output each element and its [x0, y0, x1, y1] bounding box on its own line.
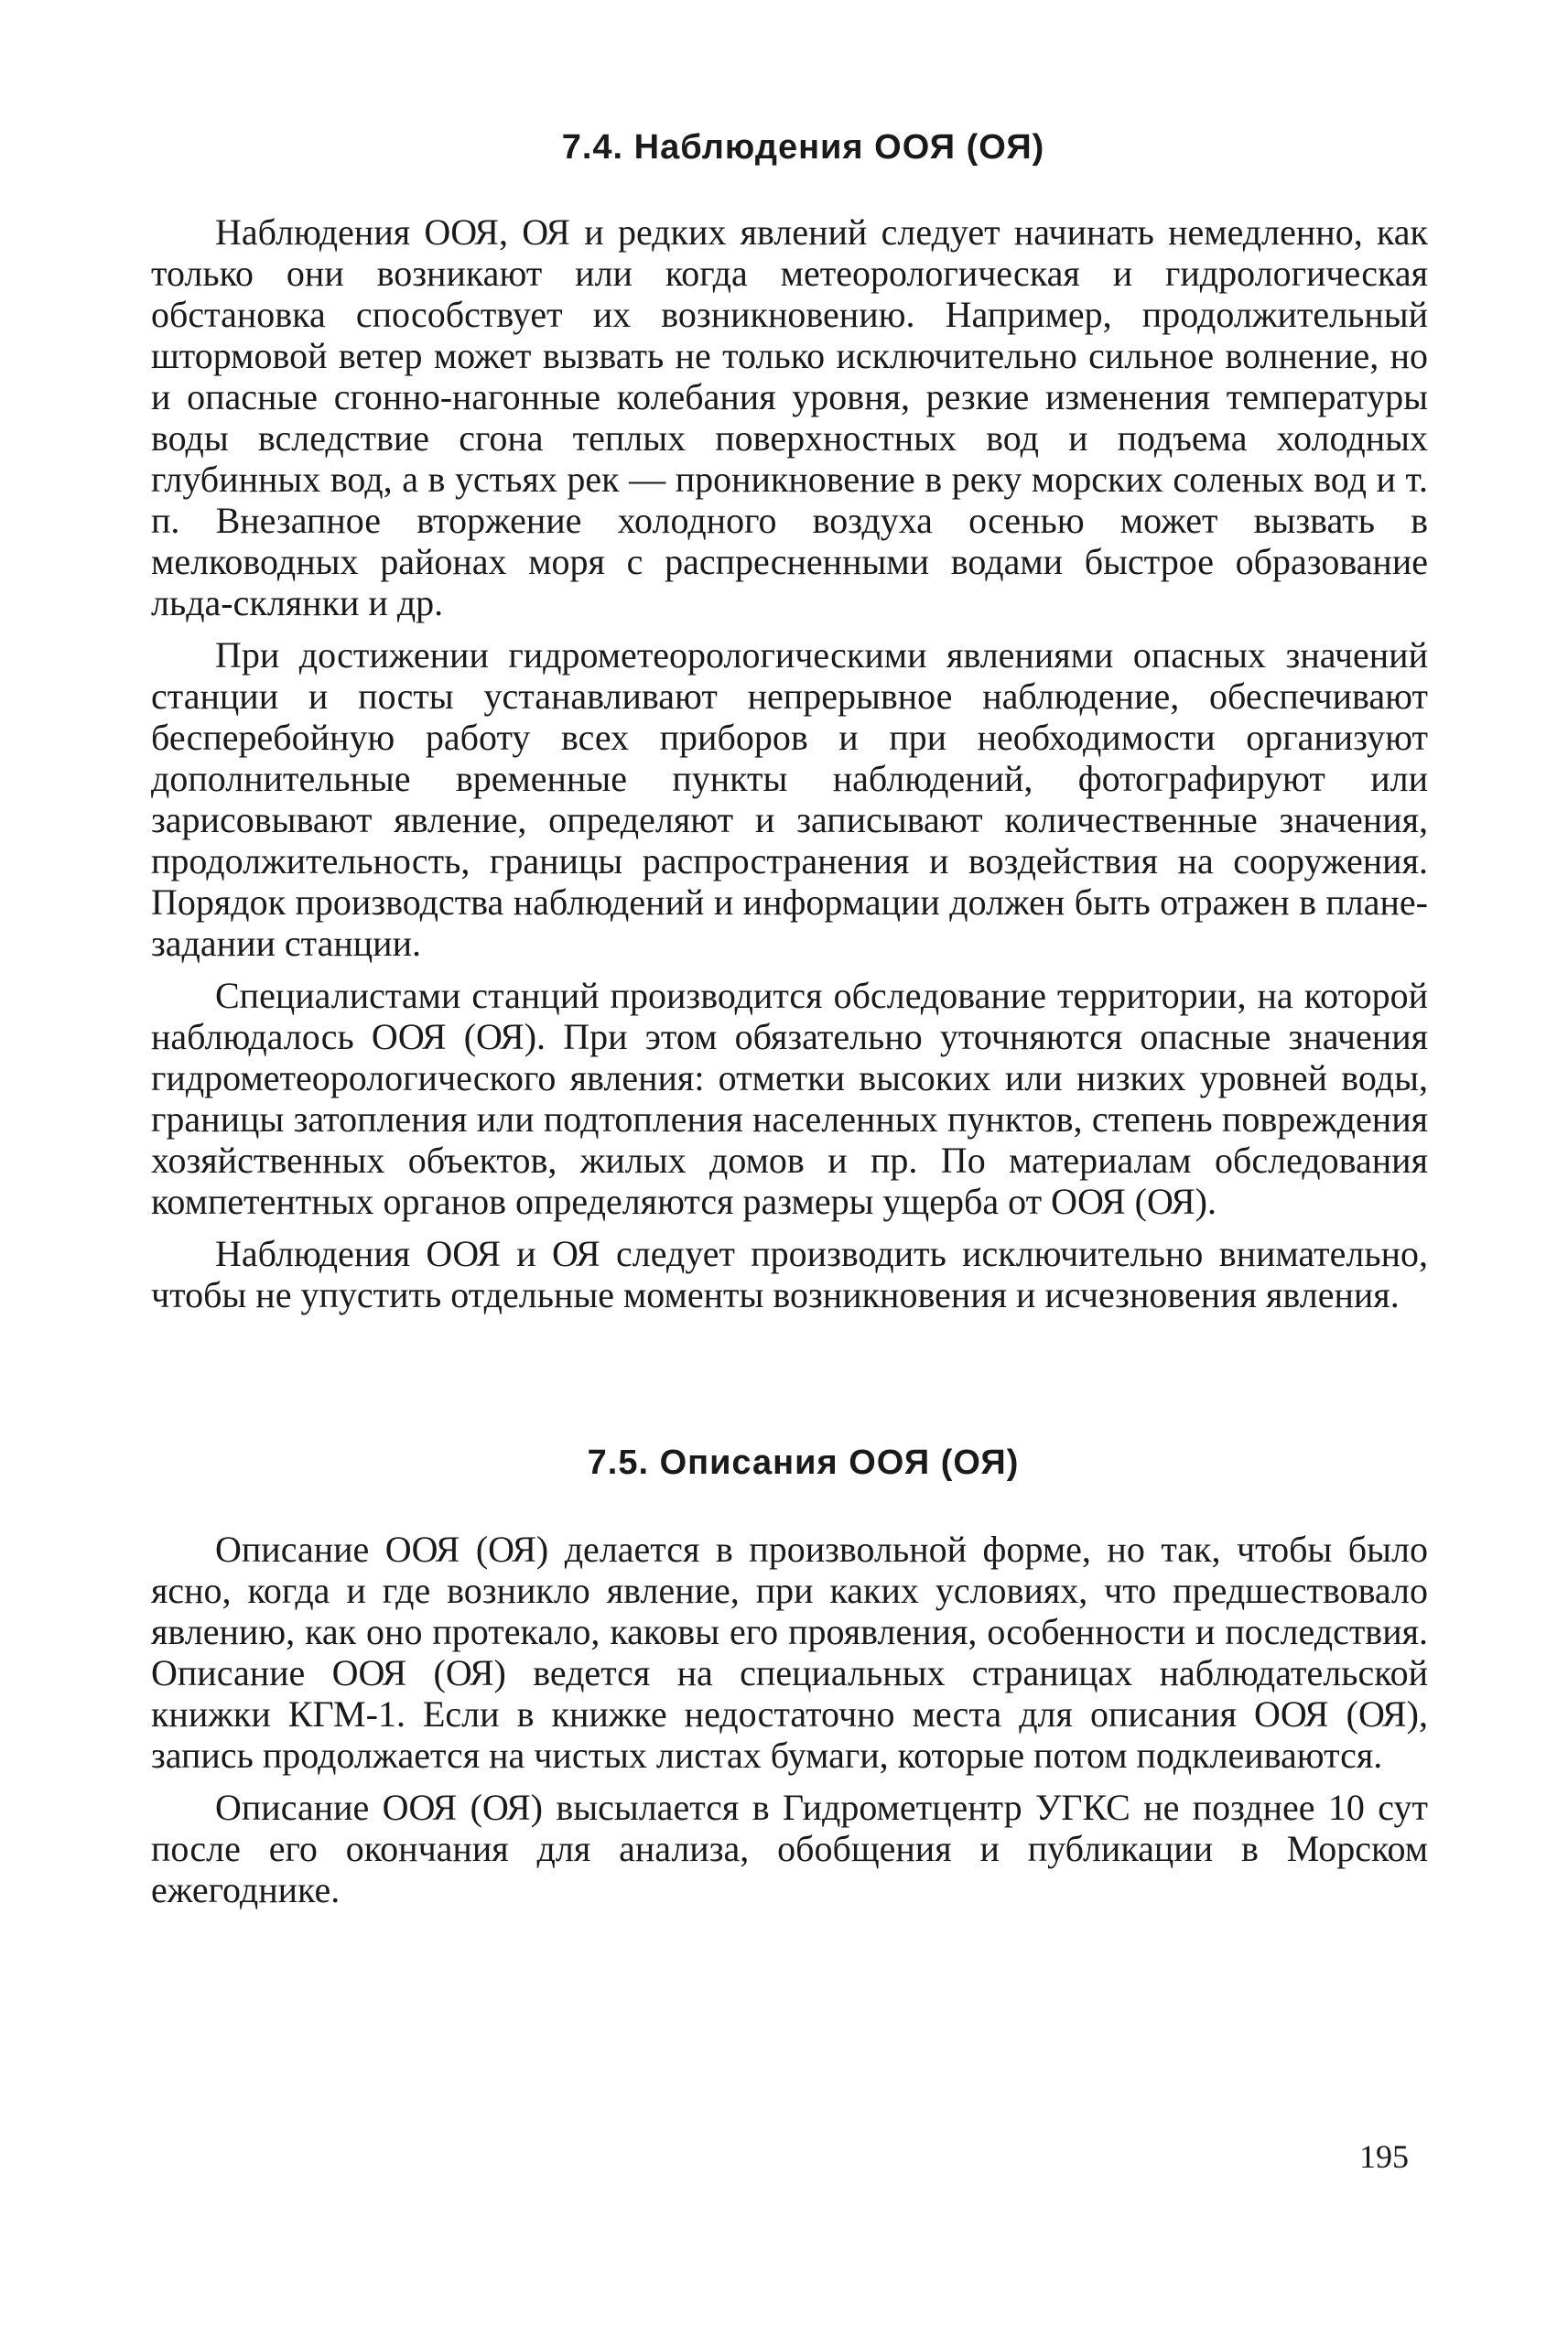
paragraph: При достижении гидрометеорологическими явлениями опасных значений станции и посты устанавливают непрерывное наблюдение, обеспечивают бесперебойную работу всех приборов и при необходимости организуют дополнительные временные пункты наблюдений, фотографируют или зарисовывают явление, определяют и записывают количественные значения, продолжительность, границы распространения и воздействия на сооружения. Порядок производства наблюдений и информации должен быть отражен в плане-задании станции.: [151, 634, 1428, 964]
paragraph: Описание ООЯ (ОЯ) делается в произвольной форме, но так, чтобы было ясно, когда и где возникло явление, при каких условиях, что предшествовало явлению, как оно протекало, каковы его проявления, особенности и последствия. Описание ООЯ (ОЯ) ведется на специальных страницах наблюдательской книжки КГМ-1. Если в книжке недостаточно места для описания ООЯ (ОЯ), запись продолжается на чистых листах бумаги, которые потом подклеиваются.: [151, 1529, 1428, 1776]
paragraph: Наблюдения ООЯ и ОЯ следует производить исключительно внимательно, чтобы не упустить отдельные моменты возникновения и исчезновения явления.: [151, 1233, 1428, 1315]
section-title-7-4: 7.4. Наблюдения ООЯ (ОЯ): [561, 128, 1045, 167]
paragraph: Наблюдения ООЯ, ОЯ и редких явлений следует начинать немедленно, как только они возникают или когда метеорологическая и гидрологическая обстановка способствует их возникновению. Например, продолжительный штормовой ветер может вызвать не только исключительно сильное волнение, но и опасные сгонно-нагонные колебания уровня, резкие изменения температуры воды вследствие сгона теплых поверхностных вод и подъема холодных глубинных вод, а в устьях рек — проникновение в реку морских соленых вод и т. п. Внезапное вторжение холодного воздуха осенью может вызвать в мелководных районах моря с распресненными водами быстрое образование льда-склянки и др.: [151, 211, 1428, 623]
paragraph: Описание ООЯ (ОЯ) высылается в Гидрометцентр УГКС не позднее 10 сут после его окончания для анализа, обобщения и публикации в Морском ежегоднике.: [151, 1787, 1428, 1910]
page-number: 195: [1359, 2138, 1409, 2175]
paragraph: Специалистами станций производится обследование территории, на которой наблюдалось ООЯ (ОЯ). При этом обязательно уточняются опасные значения гидрометеорологического явления: отметки высоких или низких уровней воды, границы затопления или подтопления населенных пунктов, степень повреждения хозяйственных объектов, жилых домов и пр. По материалам обследования компетентных органов определяются размеры ущерба от ООЯ (ОЯ).: [151, 975, 1428, 1222]
document-page: [151, 128, 1428, 1921]
section-title-7-5: 7.5. Описания ООЯ (ОЯ): [587, 1444, 1020, 1482]
